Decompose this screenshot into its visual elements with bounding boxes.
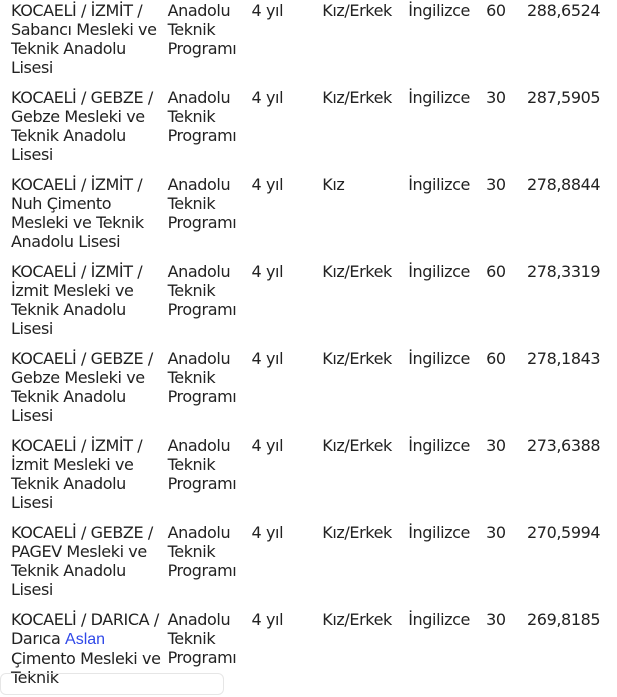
quota: 60	[486, 1, 506, 20]
school-name: KOCAELİ / İZMİT / Nuh Çimento Mesleki ve Teknik Anadolu Lisesi	[11, 175, 144, 251]
score: 269,8185	[527, 610, 601, 629]
program-type: Anadolu Teknik Programı	[167, 436, 237, 493]
language: İngilizce	[408, 610, 470, 629]
gender: Kız/Erkek	[322, 88, 392, 107]
quota: 60	[486, 349, 506, 368]
program-type: Anadolu Teknik Programı	[167, 88, 237, 145]
quota: 30	[486, 610, 506, 629]
school-name-prefix: KOCAELİ / DARICA / Darıca	[11, 610, 159, 648]
school-name-suffix: Çimento Mesleki ve Teknik	[11, 649, 161, 687]
language: İngilizce	[408, 175, 470, 194]
program-type: Anadolu Teknik Programı	[167, 175, 237, 232]
score: 270,5994	[527, 523, 601, 542]
gender: Kız/Erkek	[322, 1, 392, 20]
language: İngilizce	[408, 349, 470, 368]
score: 273,6388	[527, 436, 601, 455]
duration: 4 yıl	[251, 436, 284, 455]
school-name-link[interactable]: Aslan	[65, 631, 106, 648]
duration: 4 yıl	[251, 88, 284, 107]
table-row	[8, 0, 617, 87]
school-name: KOCAELİ / GEBZE / Gebze Mesleki ve Teknik Anadolu Lisesi	[11, 88, 153, 164]
table-row	[8, 87, 617, 174]
bottom-overlay-box	[0, 673, 224, 695]
score: 278,3319	[527, 262, 601, 281]
language: İngilizce	[408, 523, 470, 542]
school-name: KOCAELİ / GEBZE / PAGEV Mesleki ve Teknik Anadolu Lisesi	[11, 523, 153, 599]
program-type: Anadolu Teknik Programı	[167, 610, 237, 667]
duration: 4 yıl	[251, 1, 284, 20]
duration: 4 yıl	[251, 610, 284, 629]
program-type: Anadolu Teknik Programı	[167, 1, 237, 58]
table-row	[8, 435, 617, 522]
gender: Kız/Erkek	[322, 436, 392, 455]
school-name: KOCAELİ / İZMİT / İzmit Mesleki ve Teknik Anadolu Lisesi	[11, 262, 143, 338]
school-results-table	[8, 0, 617, 697]
language: İngilizce	[408, 262, 470, 281]
school-name: KOCAELİ / İZMİT / İzmit Mesleki ve Teknik Anadolu Lisesi	[11, 436, 143, 512]
school-name: KOCAELİ / İZMİT / Sabancı Mesleki ve Teknik Anadolu Lisesi	[11, 1, 157, 77]
language: İngilizce	[408, 1, 470, 20]
score: 278,8844	[527, 175, 601, 194]
program-type: Anadolu Teknik Programı	[167, 523, 237, 580]
gender: Kız/Erkek	[322, 523, 392, 542]
quota: 30	[486, 436, 506, 455]
language: İngilizce	[408, 436, 470, 455]
duration: 4 yıl	[251, 523, 284, 542]
duration: 4 yıl	[251, 262, 284, 281]
table-row	[8, 348, 617, 435]
score: 287,5905	[527, 88, 601, 107]
gender: Kız/Erkek	[322, 610, 392, 629]
table-row	[8, 522, 617, 609]
gender: Kız/Erkek	[322, 262, 392, 281]
table-row	[8, 174, 617, 261]
quota: 60	[486, 262, 506, 281]
gender: Kız	[322, 175, 345, 194]
language: İngilizce	[408, 88, 470, 107]
program-type: Anadolu Teknik Programı	[167, 262, 237, 319]
quota: 30	[486, 175, 506, 194]
gender: Kız/Erkek	[322, 349, 392, 368]
school-name: KOCAELİ / GEBZE / Gebze Mesleki ve Teknik Anadolu Lisesi	[11, 349, 153, 425]
table-row	[8, 261, 617, 348]
quota: 30	[486, 88, 506, 107]
quota: 30	[486, 523, 506, 542]
score: 278,1843	[527, 349, 601, 368]
duration: 4 yıl	[251, 175, 284, 194]
score: 288,6524	[527, 1, 601, 20]
duration: 4 yıl	[251, 349, 284, 368]
program-type: Anadolu Teknik Programı	[167, 349, 237, 406]
